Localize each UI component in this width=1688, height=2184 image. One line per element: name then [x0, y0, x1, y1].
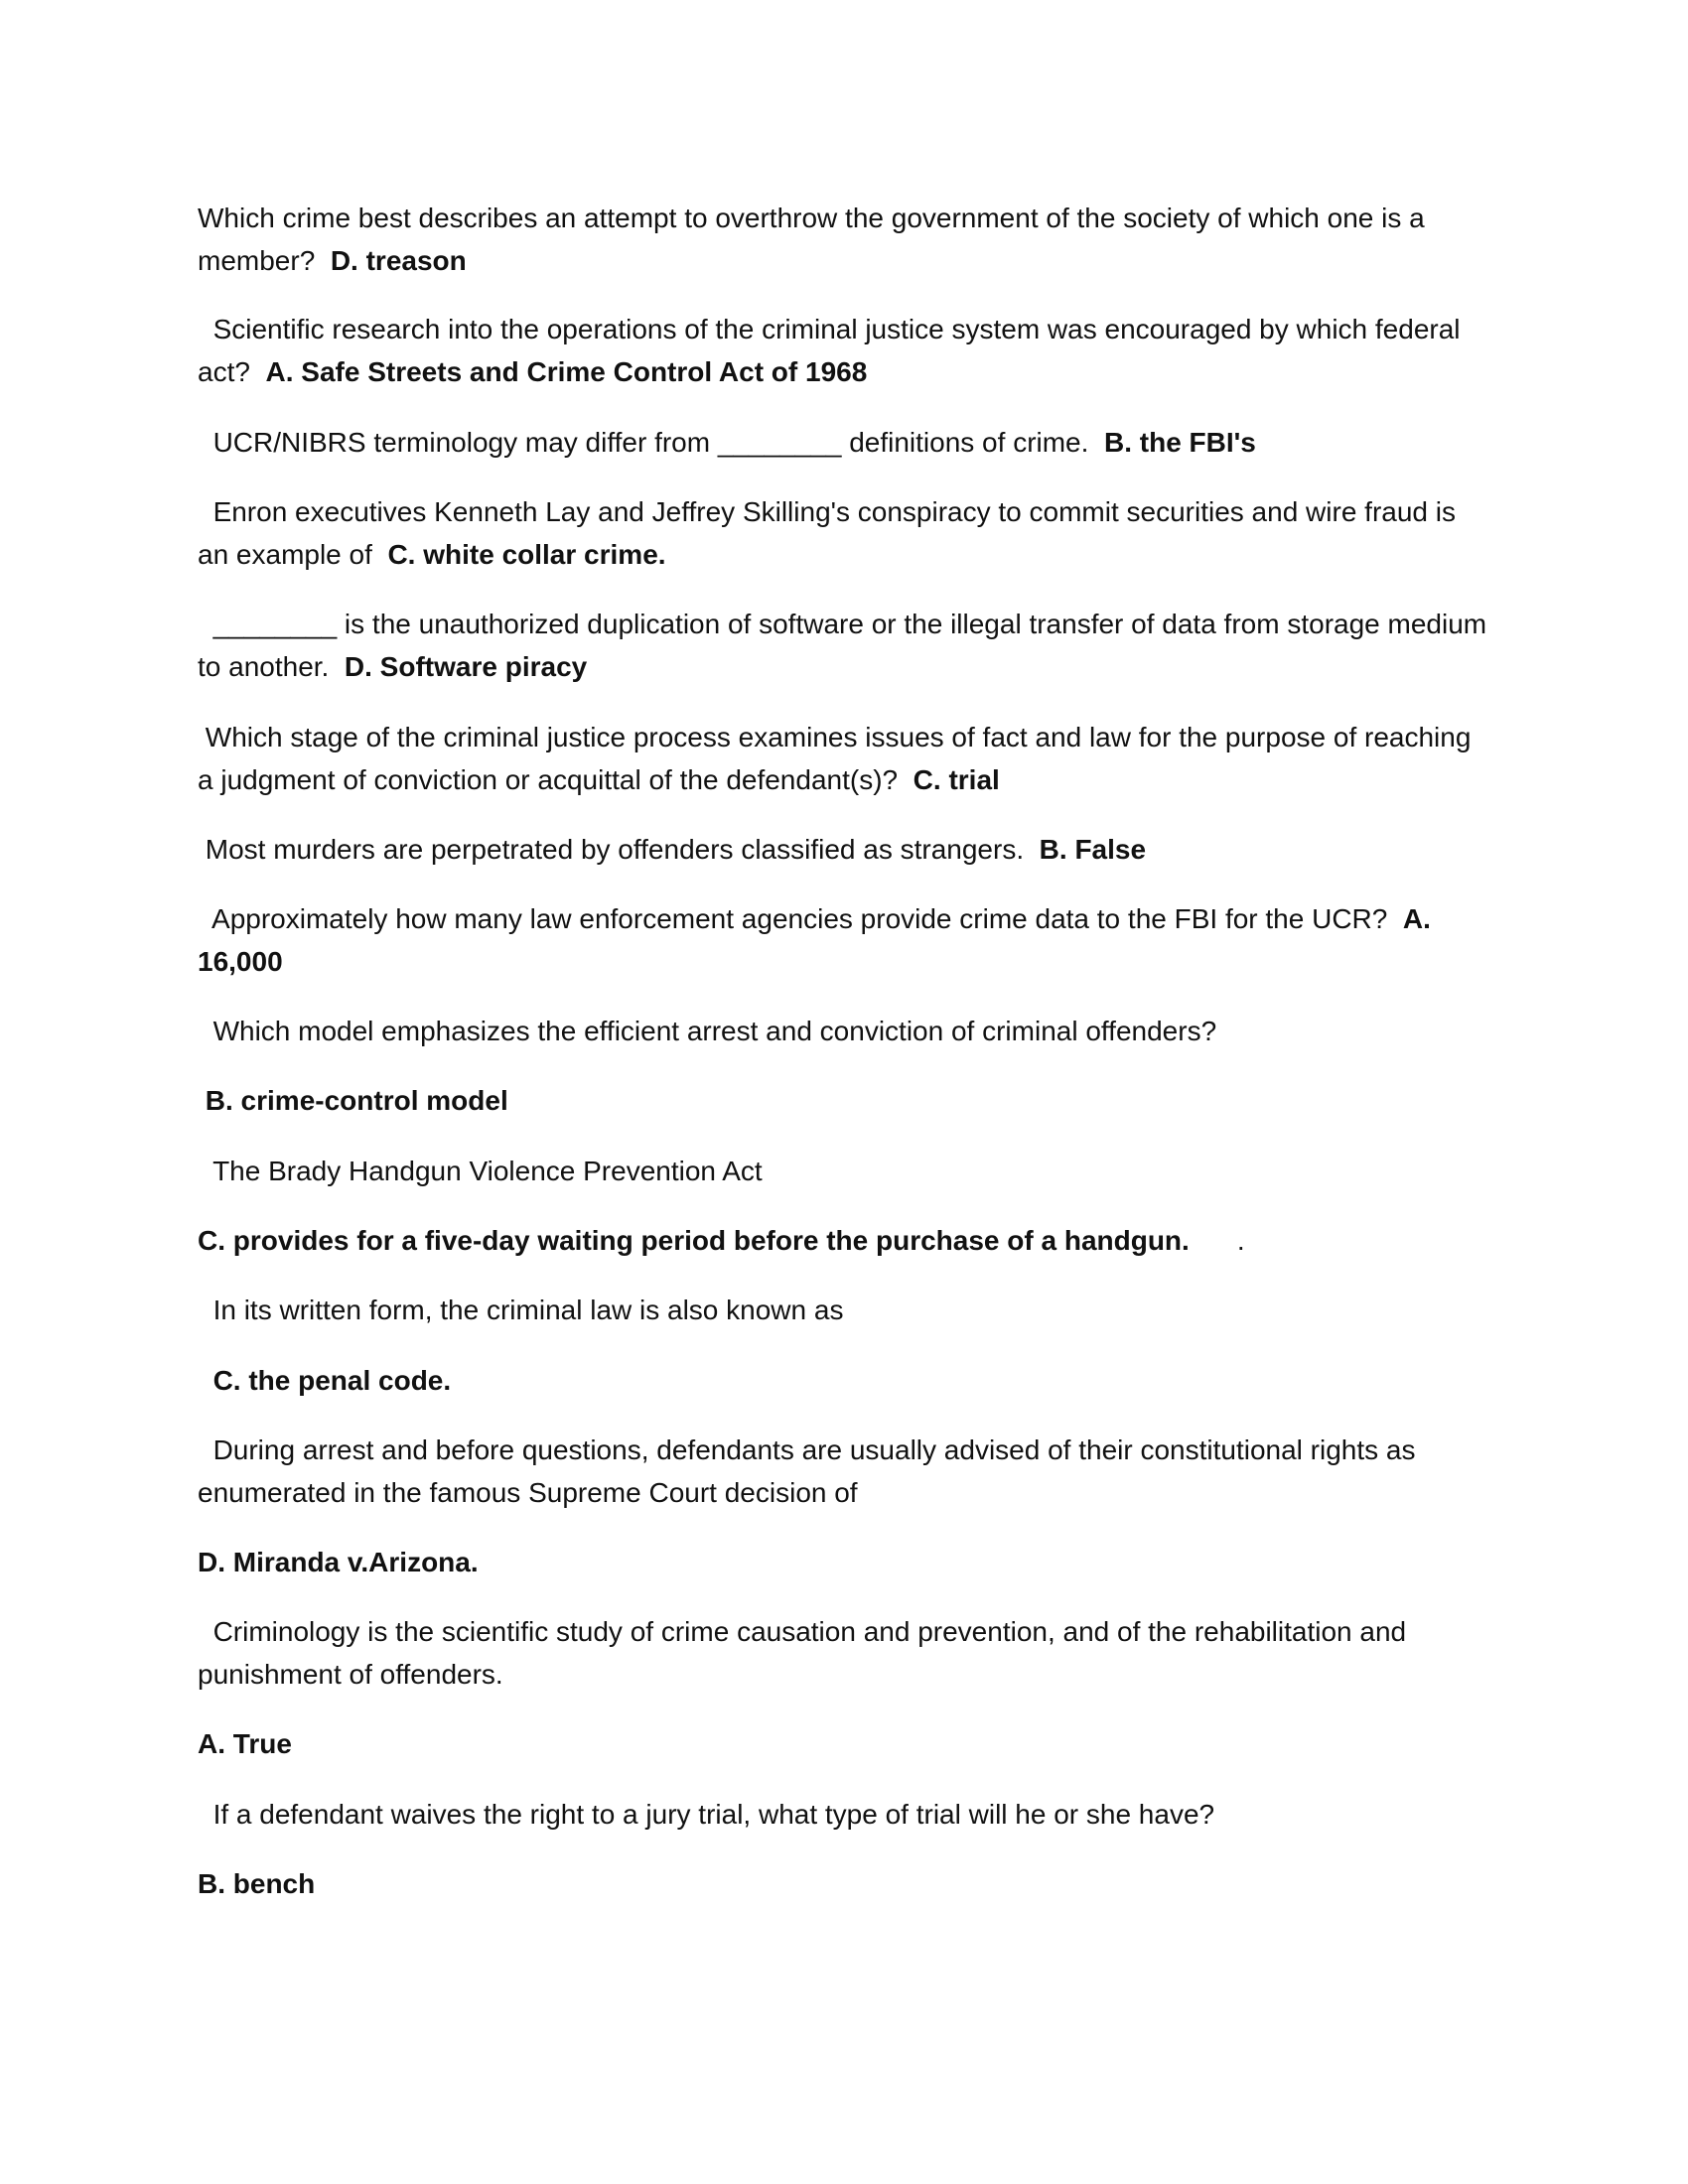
question-9: [198, 1010, 1488, 1052]
question-6: [198, 716, 1488, 801]
question-text: If a defendant waives the right to a jury trial, what type of trial will he or she have?: [212, 1799, 1215, 1830]
question-text: During arrest and before questions, defendants are usually advised of their constitutional rights as enumerated in the famous Supreme Court decision of: [198, 1434, 1416, 1508]
answer-text: C. trial: [913, 764, 1000, 795]
answer-text: A. True: [198, 1728, 292, 1759]
question-1: [198, 197, 1488, 282]
question-14: [198, 1793, 1488, 1836]
question-10: [198, 1150, 1488, 1192]
answer-text: B. the FBI's: [1103, 427, 1256, 458]
question-text: Enron executives Kenneth Lay and Jeffrey Skilling's conspiracy to commit securities and wire fraud is an example of: [198, 496, 1456, 570]
question-text: In its written form, the criminal law is also known as: [212, 1295, 844, 1325]
question-text: ________ is the unauthorized duplication of software or the illegal transfer of data from storage medium to another.: [198, 609, 1487, 682]
question-3: [198, 421, 1488, 464]
question-text: Which model emphasizes the efficient arrest and conviction of criminal offenders?: [212, 1016, 1217, 1046]
question-text: Most murders are perpetrated by offenders classified as strangers.: [205, 834, 1025, 865]
answer-text: D. Software piracy: [344, 651, 588, 682]
answer-11: [198, 1359, 1488, 1402]
answer-text: D. treason: [330, 245, 467, 276]
question-11: [198, 1289, 1488, 1331]
question-7: [198, 828, 1488, 871]
answer-9: [198, 1079, 1488, 1122]
answer-text: B. bench: [198, 1868, 316, 1899]
question-text: Criminology is the scientific study of crime causation and prevention, and of the rehabilitation and punishment of offenders.: [198, 1616, 1407, 1690]
question-text: Approximately how many law enforcement agencies provide crime data to the FBI for the UCR?: [211, 903, 1388, 934]
question-text: Which crime best describes an attempt to overthrow the government of the society of which one is a member?: [198, 203, 1425, 276]
question-8: [198, 897, 1488, 983]
question-text: Scientific research into the operations of the criminal justice system was encouraged by which federal act?: [198, 314, 1461, 387]
question-13: [198, 1610, 1488, 1696]
answer-text: D. Miranda v.Arizona.: [198, 1547, 479, 1577]
question-5: [198, 603, 1488, 688]
answer-text: C. provides for a five-day waiting period before the purchase of a handgun.: [198, 1225, 1190, 1256]
answer-text: B. crime-control model: [205, 1085, 508, 1116]
answer-text: B. False: [1039, 834, 1147, 865]
question-2: [198, 308, 1488, 393]
answer-text: A. 16,000: [198, 903, 1431, 977]
question-text: The Brady Handgun Violence Prevention Act: [212, 1156, 763, 1186]
answer-14: [198, 1862, 1488, 1905]
answer-text: C. white collar crime.: [387, 539, 666, 570]
question-4: [198, 490, 1488, 576]
answer-12: [198, 1541, 1488, 1583]
answer-13: [198, 1722, 1488, 1765]
question-text: UCR/NIBRS terminology may differ from ________ definitions of crime.: [212, 427, 1089, 458]
answer-10: [198, 1219, 1488, 1262]
trailing-period: .: [1236, 1225, 1245, 1256]
question-text: Which stage of the criminal justice process examines issues of fact and law for the purpose of reaching a judgment of conviction or acquittal of the defendant(s)?: [198, 722, 1472, 795]
question-12: [198, 1429, 1488, 1514]
answer-text: A. Safe Streets and Crime Control Act of 1968: [265, 356, 868, 387]
answer-text: C. the penal code.: [212, 1365, 452, 1396]
